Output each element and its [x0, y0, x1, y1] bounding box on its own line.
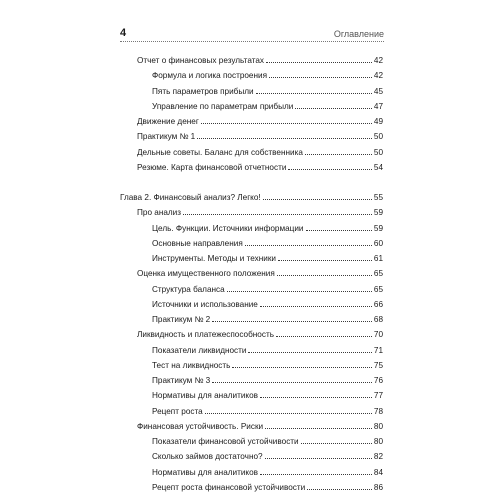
toc-dot-leader — [265, 458, 372, 459]
toc-dot-leader — [260, 397, 372, 398]
toc-entry-page: 86 — [373, 482, 383, 492]
toc-entry — [152, 343, 383, 356]
toc-entry — [152, 251, 383, 264]
toc-entry-page: 84 — [373, 467, 383, 477]
toc-entry-page: 55 — [373, 193, 383, 202]
toc-entry-page: 82 — [373, 452, 383, 462]
toc-dot-leader — [306, 230, 372, 231]
toc-entry-page: 47 — [373, 101, 383, 111]
toc-entry — [120, 190, 383, 203]
toc-dot-leader — [307, 489, 372, 490]
toc-dot-leader — [263, 199, 372, 200]
toc-entry-title: Движение денег — [137, 117, 199, 126]
toc-entry-title: Формула и логика построения — [152, 71, 268, 81]
toc-entry-page: 70 — [373, 330, 383, 340]
toc-entry-title: Показатели ликвидности — [152, 345, 247, 355]
toc-entry-page: 49 — [373, 117, 383, 126]
toc-entry — [137, 129, 383, 142]
toc-entry-title: Глава 2. Финансовый анализ? Легко! — [120, 193, 261, 202]
toc-entry — [152, 297, 383, 310]
toc-dot-leader — [197, 138, 372, 139]
toc-entry-title: Рецепт роста — [152, 406, 203, 416]
toc-entry — [152, 221, 383, 234]
toc-dot-leader — [266, 62, 372, 63]
toc-entry-title: Структура баланса — [152, 284, 225, 294]
toc-dot-leader — [295, 108, 372, 109]
toc-dot-leader — [269, 77, 372, 78]
toc-entry-title: Управление по параметрам прибыли — [152, 101, 294, 111]
toc-entry — [152, 480, 383, 493]
toc-entry-page: 50 — [373, 147, 383, 157]
toc-entry-page: 59 — [373, 208, 383, 218]
toc-entry — [152, 373, 383, 386]
toc-entry-page: 42 — [373, 71, 383, 81]
toc-entry-title: Пять параметров прибыли — [152, 86, 254, 96]
toc-entry — [152, 312, 383, 325]
toc-entry-title: Тест на ликвидность — [152, 360, 231, 370]
toc-entry-title: Практикум № 1 — [137, 132, 196, 142]
toc-entry-page: 66 — [373, 299, 383, 309]
toc-entry-title: Инструменты. Методы и техники — [152, 254, 276, 263]
toc-dot-leader — [212, 321, 372, 322]
toc-entry — [152, 404, 383, 417]
toc-entry — [152, 449, 383, 462]
running-head: Оглавление — [333, 29, 384, 39]
toc-entry-page: 60 — [373, 238, 383, 248]
toc-entry — [152, 84, 383, 97]
toc-entry-title: Сколько займов достаточно? — [152, 452, 263, 462]
toc-entry-title: Оценка имущественного положения — [137, 269, 275, 279]
toc-entry — [152, 99, 383, 112]
toc-entry — [137, 114, 383, 127]
toc-entry — [152, 465, 383, 478]
toc-dot-leader — [288, 169, 371, 170]
toc-entry-page: 50 — [373, 132, 383, 142]
toc-entry — [152, 282, 383, 295]
toc-dot-leader — [201, 123, 372, 124]
toc-entry-title: Источники и использование — [152, 299, 258, 309]
toc-dot-leader — [278, 260, 372, 261]
toc-dot-leader — [277, 275, 372, 276]
toc-entry-title: Цель. Функции. Источники информации — [152, 223, 304, 233]
toc-dot-leader — [227, 291, 372, 292]
toc-entry-title: Основные направления — [152, 238, 243, 248]
toc-dot-leader — [301, 443, 372, 444]
toc-entry — [137, 160, 383, 173]
toc-entry-page: 65 — [373, 284, 383, 294]
toc-entry-page: 76 — [373, 376, 383, 385]
toc-entry — [152, 68, 383, 81]
toc-dot-leader — [260, 306, 372, 307]
toc-dot-leader — [245, 245, 372, 246]
toc-entry-title: Отчет о финансовых результатах — [137, 56, 265, 65]
toc-entry — [137, 266, 383, 279]
toc-dot-leader — [232, 367, 372, 368]
toc-entry — [152, 236, 383, 249]
toc-entry-title: Резюме. Карта финансовой отчетности — [137, 162, 287, 172]
toc-entry-title: Ликвидность и платежеспособность — [137, 330, 274, 340]
toc-dot-leader — [205, 413, 372, 414]
toc-dot-leader — [212, 382, 372, 383]
toc-entry-page: 71 — [373, 345, 383, 355]
toc-entry-page: 78 — [373, 406, 383, 416]
toc-entry-title: Практикум № 2 — [152, 315, 211, 324]
toc-entry-page: 42 — [373, 56, 383, 65]
toc-entry-title: Про анализ — [137, 208, 181, 218]
toc-entry-page: 80 — [373, 437, 383, 446]
toc-entry-title: Финансовая устойчивость. Риски — [137, 421, 264, 431]
toc-entry — [152, 358, 383, 371]
page-number: 4 — [120, 27, 127, 39]
toc-entry-title: Рецепт роста финансовой устойчивости — [152, 482, 306, 492]
toc-entry-title: Практикум № 3 — [152, 376, 211, 385]
toc-dot-leader — [248, 352, 371, 353]
toc-dot-leader — [276, 336, 372, 337]
toc-entry-page: 80 — [373, 421, 383, 431]
toc-dot-leader — [256, 93, 372, 94]
toc-dot-leader — [260, 474, 372, 475]
toc-entry-page: 59 — [373, 223, 383, 233]
toc-entry-page: 45 — [373, 86, 383, 96]
toc-entry-page: 75 — [373, 360, 383, 370]
toc-entry-title: Показатели финансовой устойчивости — [152, 437, 299, 446]
toc-dot-leader — [305, 154, 372, 155]
toc-entry-page: 61 — [373, 254, 383, 263]
toc-entry-page: 68 — [373, 315, 383, 324]
toc-entry-page: 54 — [373, 162, 383, 172]
toc-entry-title: Нормативы для аналитиков — [152, 391, 258, 401]
toc-entry — [152, 388, 383, 401]
toc-entry — [152, 434, 383, 447]
toc-dot-leader — [265, 428, 372, 429]
toc-entry — [137, 53, 383, 66]
toc-entry-page: 65 — [373, 269, 383, 279]
toc-entry-title: Дельные советы. Баланс для собственника — [137, 147, 303, 157]
toc-entry — [137, 419, 383, 432]
toc-entry-page: 77 — [373, 391, 383, 401]
toc-dot-leader — [183, 214, 372, 215]
toc-entry — [137, 327, 383, 340]
toc-entry — [137, 205, 383, 218]
toc-entry — [137, 145, 383, 158]
toc-entry-title: Нормативы для аналитиков — [152, 467, 258, 477]
